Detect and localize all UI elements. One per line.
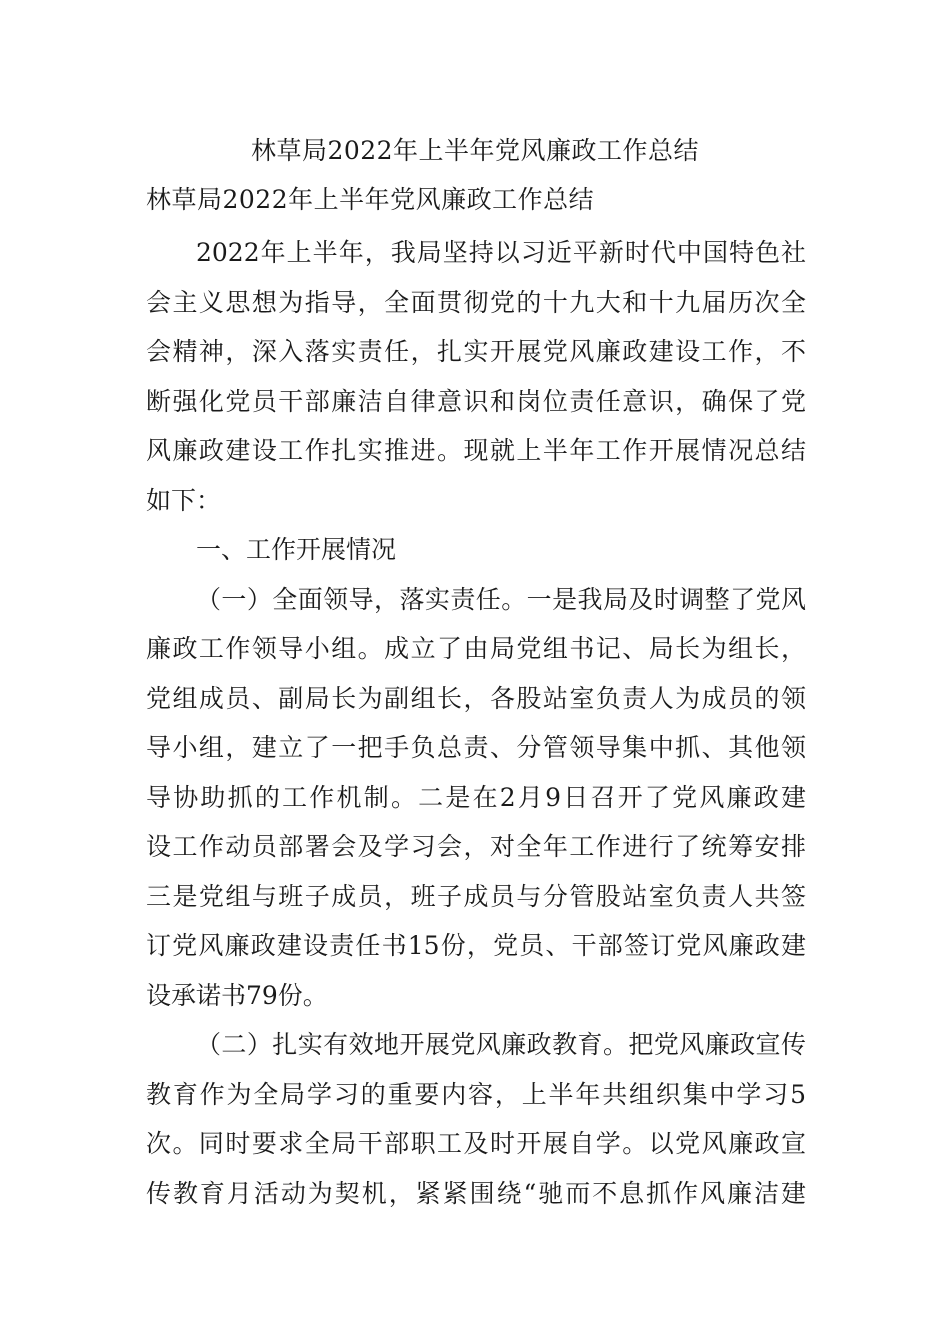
- section-heading: 一、工作开展情况: [196, 535, 397, 564]
- paragraph-line: 会主义思想为指导，全面贯彻党的十九大和十九届历次全: [146, 287, 806, 317]
- paragraph-line: 设工作动员部署会及学习会，对全年工作进行了统筹安排: [146, 832, 806, 861]
- paragraph-line: 三是党组与班子成员，班子成员与分管股站室负责人共签: [146, 881, 806, 911]
- paragraph-line: （二）扎实有效地开展党风廉政教育。把党风廉政宣传: [196, 1030, 806, 1059]
- paragraph-line: 导协助抓的工作机制。二是在2月9日召开了党风廉政建: [146, 782, 806, 812]
- paragraph-line: （一）全面领导，落实责任。一是我局及时调整了党风: [196, 584, 806, 614]
- document-subtitle: 林草局2022年上半年党风廉政工作总结: [146, 185, 595, 214]
- paragraph-line: 会精神，深入落实责任，扎实开展党风廉政建设工作，不: [146, 337, 806, 366]
- document-title: 林草局2022年上半年党风廉政工作总结: [250, 136, 700, 165]
- paragraph-line: 党组成员、副局长为副组长，各股站室负责人为成员的领: [146, 683, 806, 713]
- paragraph-line: 廉政工作领导小组。成立了由局党组书记、局长为组长，: [146, 634, 806, 663]
- paragraph-line: 如下：: [146, 485, 222, 515]
- document-body: [146, 228, 806, 1218]
- paragraph-line: 风廉政建设工作扎实推进。现就上半年工作开展情况总结: [146, 436, 806, 465]
- paragraph-line: 订党风廉政建设责任书15份，党员、干部签订党风廉政建: [146, 931, 806, 960]
- paragraph-line: 2022年上半年，我局坚持以习近平新时代中国特色社: [196, 238, 806, 267]
- paragraph-line: 传教育月活动为契机，紧紧围绕“驰而不息抓作风廉洁建: [146, 1178, 806, 1208]
- paragraph-line: 次。同时要求全局干部职工及时开展自学。以党风廉政宣: [146, 1129, 806, 1158]
- paragraph-line: 教育作为全局学习的重要内容，上半年共组织集中学习5: [146, 1079, 806, 1109]
- paragraph-line: 设承诺书79份。: [146, 980, 328, 1010]
- paragraph-line: 断强化党员干部廉洁自律意识和岗位责任意识，确保了党: [146, 386, 806, 416]
- paragraph-line: 导小组，建立了一把手负总责、分管领导集中抓、其他领: [146, 733, 806, 762]
